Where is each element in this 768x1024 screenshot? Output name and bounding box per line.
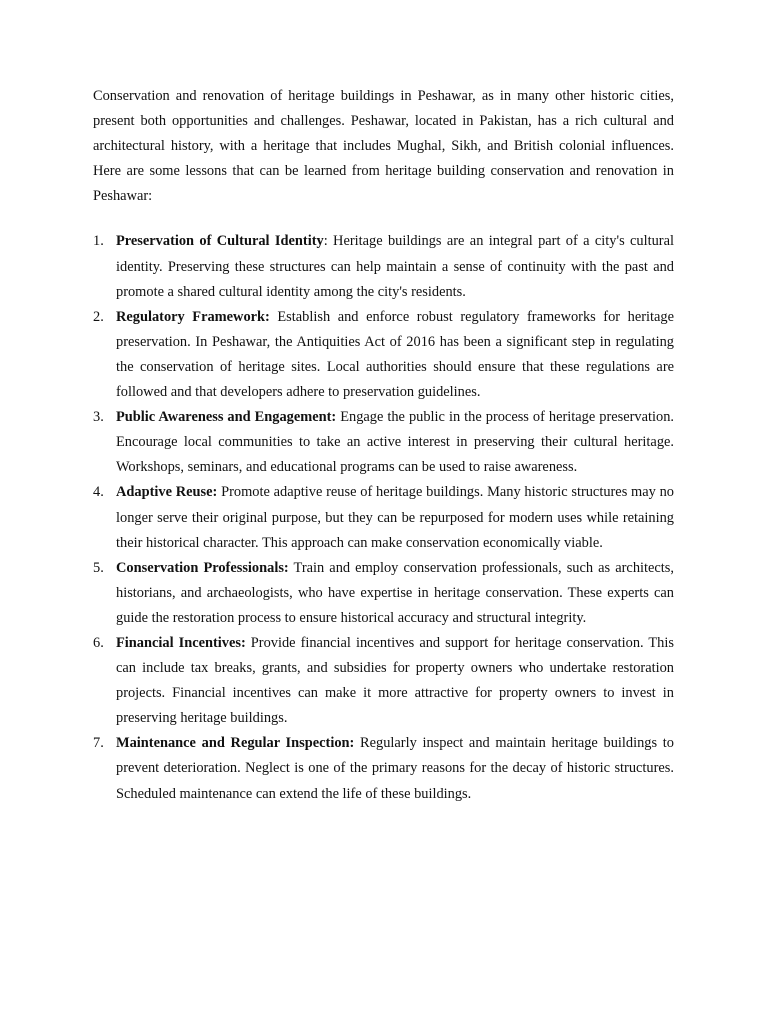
list-item-number: 3. [93,409,104,426]
list-item [93,305,674,405]
list-item [93,731,674,806]
list-item [93,405,674,480]
list-item-text: Provide financial incentives and support for heritage conservation. This can include tax breaks, grants, and subsidies for property owners who undertake restoration projects. Financial incentives can make it more attractive for property owners to invest in preserving heritage buildings. [116,634,674,727]
lessons-list [93,229,674,806]
list-item-text: Train and employ conservation professionals, such as architects, historians, and archaeologists, who have expertise in heritage conservation. These experts can guide the restoration process to ensure historical accuracy and structural integrity. [116,559,674,626]
list-item-title: Preservation of Cultural Identity [116,233,324,250]
list-item-text: Promote adaptive reuse of heritage buildings. Many historic structures may no longer serve their original purpose, but they can be repurposed for modern uses while retaining their historical character. This approach can make conservation economically viable. [116,484,674,551]
list-item-text: : Heritage buildings are an integral part of a city's cultural identity. Preserving these structures can help maintain a sense of continuity with the past and promote a shared cultural identity among the city's residents. [116,233,674,300]
intro-paragraph: Conservation and renovation of heritage buildings in Peshawar, as in many other historic cities, present both opportunities and challenges. Peshawar, located in Pakistan, has a rich cultural and architectural history, with a heritage that includes Mughal, Sikh, and British colonial influences. Here are some lessons that can be learned from heritage building conservation and renovation in Peshawar: [93,88,674,205]
list-item-title: Regulatory Framework: [116,308,270,325]
list-item-text: Engage the public in the process of heritage preservation. Encourage local communities to take an active interest in preserving their cultural heritage. Workshops, seminars, and educational programs can be used to raise awareness. [116,409,674,476]
list-item-text: Establish and enforce robust regulatory frameworks for heritage preservation. In Peshawar, the Antiquities Act of 2016 has been a significant step in regulating the conservation of heritage sites. Local authorities should ensure that these regulations are followed and that developers adhere to preservation guidelines. [116,308,674,401]
list-item-number: 2. [93,308,104,325]
list-item [93,556,674,631]
list-item-title: Conservation Professionals: [116,559,289,576]
list-item-number: 4. [93,484,104,501]
list-item-title: Adaptive Reuse: [116,484,218,501]
list-item-text: Regularly inspect and maintain heritage buildings to prevent deterioration. Neglect is one of the primary reasons for the decay of historic structures. Scheduled maintenance can extend the life of these buildings. [116,735,674,802]
list-item-number: 5. [93,559,104,576]
list-item-number: 1. [93,233,104,250]
list-item-number: 6. [93,634,104,651]
list-item [93,480,674,555]
list-item-title: Public Awareness and Engagement: [116,409,337,426]
list-item-number: 7. [93,735,104,752]
list-item [93,229,674,304]
list-item-title: Financial Incentives: [116,634,246,651]
list-item-title: Maintenance and Regular Inspection: [116,735,355,752]
list-item [93,631,674,731]
document-page [93,84,674,807]
